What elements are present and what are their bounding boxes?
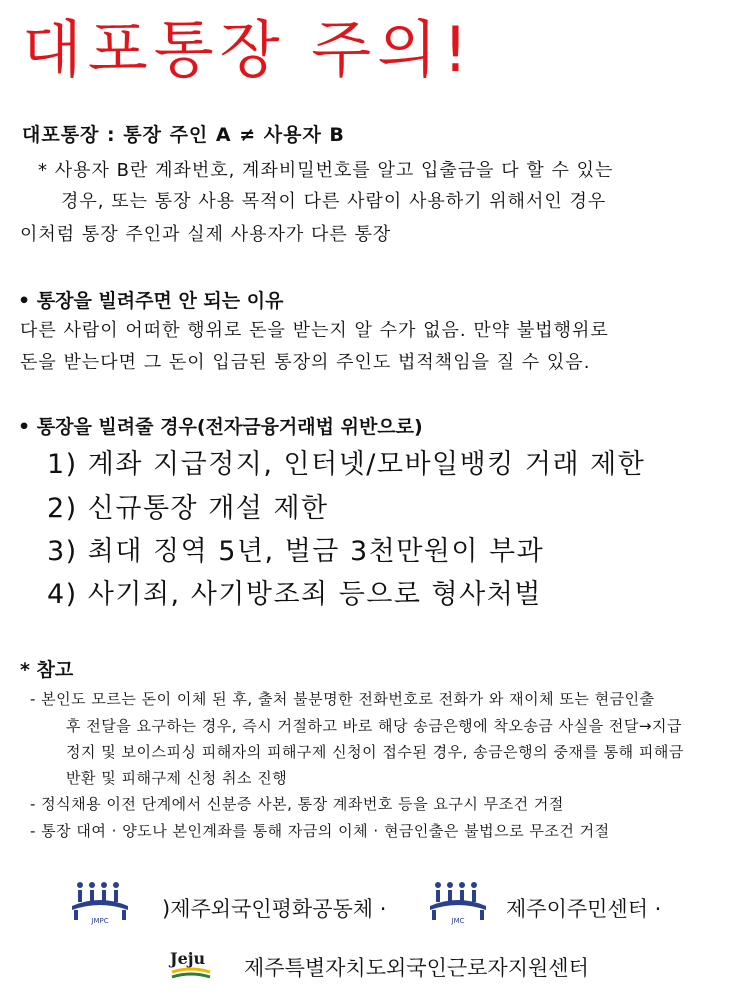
- jeju-logo-icon: [168, 944, 214, 984]
- jmpc-logo-icon: [70, 880, 130, 926]
- reason-line2: 돈을 받는다면 그 돈이 입금된 통장의 주인도 법적책임을 질 수 있음.: [20, 352, 591, 373]
- reason-line1: 다른 사람이 어떠한 행위로 돈을 받는지 알 수가 없음. 만약 불법행위로: [20, 320, 609, 341]
- reference-line-6: - 통장 대여 · 양도나 본인계좌를 통해 자금의 이체 · 현금인출은 불법으로 무조건 거절: [30, 822, 610, 840]
- penalty-item-1: 1) 계좌 지급정지, 인터넷/모바일뱅킹 거래 제한: [47, 449, 646, 480]
- reason-heading: • 통장을 빌려주면 안 되는 이유: [18, 290, 284, 312]
- page-title: 대포통장 주의!: [22, 13, 474, 86]
- definition-note-line2: 경우, 또는 통장 사용 목적이 다른 사람이 사용하기 위해서인 경우: [61, 191, 607, 212]
- jmc-logo-icon: [428, 880, 488, 926]
- jmpc-logo-text: JMPC: [91, 917, 109, 925]
- footer-org-1: )제주외국인평화공동체 ·: [162, 897, 387, 921]
- jeju-logo-text: Jeju: [170, 949, 206, 968]
- footer-org-3: 제주특별자치도외국인근로자지원센터: [244, 956, 589, 980]
- reference-heading: * 참고: [20, 659, 74, 681]
- penalty-heading: • 통장을 빌려줄 경우(전자금융거래법 위반으로): [18, 416, 423, 438]
- reference-line-3: 정지 및 보이스피싱 피해자의 피해구제 신청이 접수된 경우, 송금은행의 중재를 통해 피해금: [66, 743, 684, 761]
- penalty-item-2: 2) 신규통장 개설 제한: [47, 493, 329, 524]
- definition-note-line1: * 사용자 B란 계좌번호, 계좌비밀번호를 알고 입출금을 다 할 수 있는: [38, 160, 614, 181]
- reference-line-1: - 본인도 모르는 돈이 이체 된 후, 출처 불분명한 전화번호로 전화가 와 재이체 또는 현금인출: [30, 690, 655, 708]
- definition-summary: 이처럼 통장 주인과 실제 사용자가 다른 통장: [20, 224, 392, 245]
- definition-heading: 대포통장 : 통장 주인 A ≠ 사용자 B: [22, 124, 345, 146]
- reference-line-2: 후 전달을 요구하는 경우, 즉시 거절하고 바로 해당 송금은행에 착오송금 사실을 전달→지급: [66, 717, 682, 735]
- footer-org-2: 제주이주민센터 ·: [506, 897, 662, 921]
- reference-line-4: 반환 및 피해구제 신청 취소 진행: [66, 769, 288, 787]
- reference-line-5: - 정식채용 이전 단계에서 신분증 사본, 통장 계좌번호 등을 요구시 무조건 거절: [30, 795, 564, 813]
- penalty-item-4: 4) 사기죄, 사기방조죄 등으로 형사처벌: [47, 579, 542, 610]
- penalty-item-3: 3) 최대 징역 5년, 벌금 3천만원이 부과: [47, 536, 545, 567]
- jmc-logo-text: JMC: [451, 917, 465, 925]
